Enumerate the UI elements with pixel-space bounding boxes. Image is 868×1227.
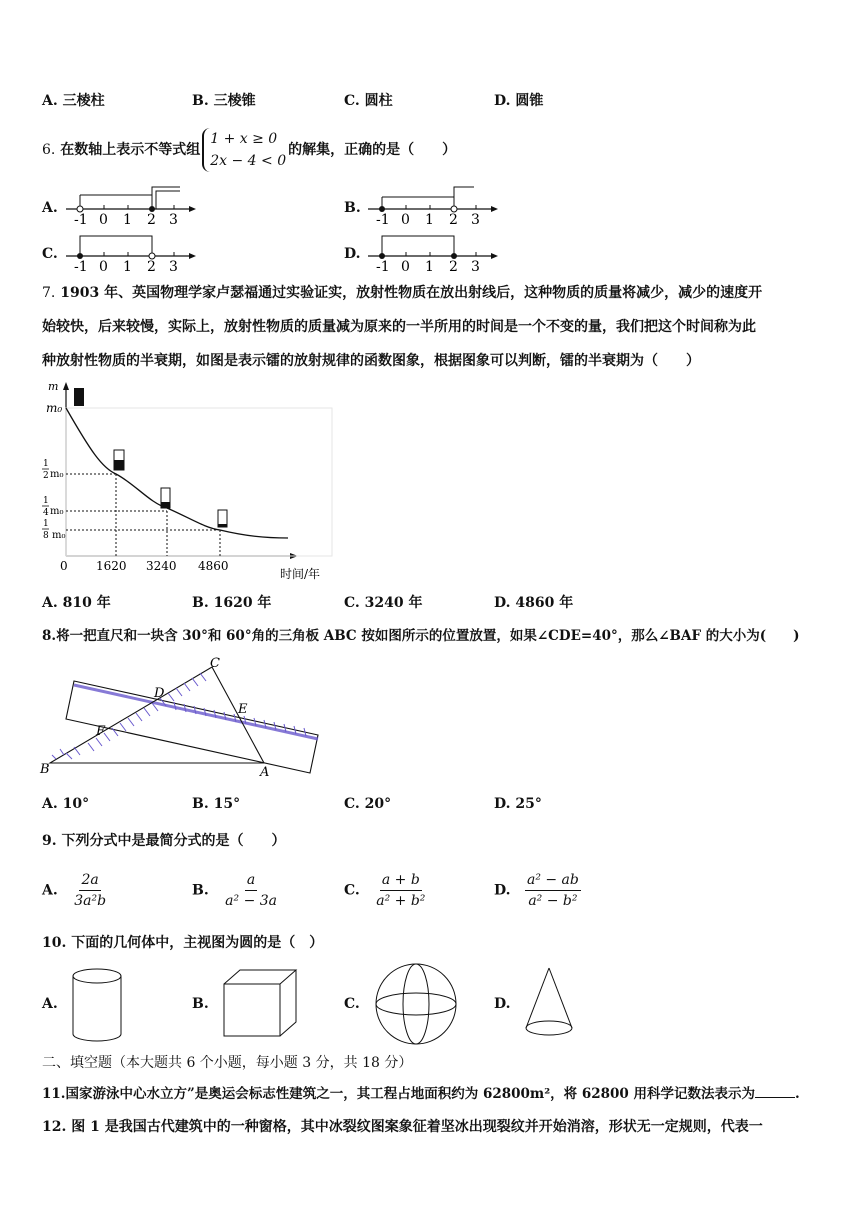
svg-text:1: 1 (123, 212, 132, 225)
q7-option-d: D. 4860 年 (494, 595, 574, 611)
q6-numberline-a (62, 183, 202, 225)
svg-text:8: 8 (43, 531, 49, 541)
svg-text:时间/年: 时间/年 (280, 567, 321, 581)
q7-option-c: C. 3240 年 (344, 595, 423, 611)
sample-eighth-icon (218, 510, 227, 527)
q8-option-b: B. 15° (192, 796, 241, 812)
q10-option-d-key: D. (494, 996, 511, 1012)
q6-numberline-d (364, 230, 504, 272)
q11-answer-blank (755, 1097, 795, 1098)
q5-option-c: C. 圆柱 (344, 93, 393, 109)
svg-text:3240: 3240 (146, 559, 177, 573)
cylinder-icon (68, 966, 128, 1046)
svg-text:m₀: m₀ (50, 506, 64, 517)
decay-curve (66, 408, 288, 538)
q6-inequality-system: 1 + x ≥ 0 2x − 4 < 0 (202, 128, 286, 172)
sphere-icon (372, 962, 462, 1046)
svg-text:2: 2 (147, 259, 156, 272)
svg-text:1: 1 (43, 519, 49, 529)
svg-text:4860: 4860 (198, 559, 229, 573)
svg-text:1: 1 (43, 496, 49, 506)
q9-stem: 9. 下列分式中是最简分式的是（ ） (42, 833, 286, 849)
svg-text:m₀: m₀ (46, 401, 63, 415)
q5-option-a: A. 三棱柱 (42, 93, 105, 109)
q12-stem: 12. 图 1 是我国古代建筑中的一种窗格，其中冰裂纹图案象征着坚冰出现裂纹并开始消溶，形状无一定规则，代表一 (42, 1119, 763, 1135)
q9-option-a: A. $\frac{2a}{\text{3a²b}}$ (42, 872, 107, 909)
q9-option-b: B. $\frac{a}{\text{a² − 3a}}$ (192, 872, 278, 909)
q7-option-b: B. 1620 年 (192, 595, 272, 611)
svg-text:-1: -1 (376, 259, 390, 272)
svg-text:-1: -1 (376, 212, 390, 225)
svg-text:0: 0 (401, 259, 410, 272)
q11-stem: 11.国家游泳中心水立方”是奥运会标志性建筑之一，其工程占地面积约为 62800m²，将 62800 用科学记数法表示为 . (42, 1086, 800, 1102)
q5-options (42, 90, 842, 114)
q5-option-d: D. 圆锥 (494, 93, 544, 109)
q8-stem: 8.将一把直尺和一块含 30°和 60°角的三角板 ABC 按如图所示的位置放置，如果∠CDE=40°，那么∠BAF 的大小为( ) (42, 628, 800, 644)
q9-option-d: D. $\frac{\text{a² − ab}}{\text{a² − b²}}$ (494, 872, 579, 909)
q10-stem: 10. 下面的几何体中，主视图为圆的是（ ） (42, 935, 324, 951)
section-2-heading: 二、填空题（本大题共 6 个小题，每小题 3 分，共 18 分） (42, 1055, 413, 1071)
svg-text:1: 1 (425, 259, 434, 272)
sample-quarter-icon (161, 488, 170, 508)
svg-text:3: 3 (169, 212, 178, 225)
svg-text:1620: 1620 (96, 559, 127, 573)
sample-half-icon (114, 450, 124, 470)
q10-option-a-key: A. (42, 996, 58, 1012)
q8-option-a: A. 10° (42, 796, 90, 812)
cube-icon (220, 966, 302, 1040)
point-a: A (260, 765, 270, 780)
q10-option-b-key: B. (192, 996, 209, 1012)
svg-text:2: 2 (449, 259, 458, 272)
point-d: D (154, 686, 165, 701)
svg-text:m₀: m₀ (50, 469, 64, 480)
svg-text:4: 4 (43, 508, 49, 518)
q6-numberline-b (364, 183, 504, 225)
svg-text:0: 0 (60, 559, 68, 573)
svg-text:m₀: m₀ (52, 530, 66, 541)
q7-decay-graph (40, 378, 340, 583)
q6-numberline-c (62, 230, 202, 272)
point-b: B (40, 762, 50, 777)
svg-text:-1: -1 (74, 259, 88, 272)
svg-text:3: 3 (471, 212, 480, 225)
q9-option-c: C. $\frac{a + b}{\text{a² + b²}}$ (344, 872, 426, 909)
svg-text:m: m (48, 380, 59, 393)
hatch-marks (52, 673, 306, 759)
point-f: F (96, 724, 106, 739)
cone-icon (520, 964, 580, 1044)
q7-option-a: A. 810 年 (42, 595, 111, 611)
svg-text:-1: -1 (74, 212, 88, 225)
triangle-abc (50, 667, 264, 763)
q8-options (42, 796, 842, 820)
point-e: E (238, 702, 248, 717)
q8-ruler-triangle-figure (36, 655, 326, 780)
svg-text:1: 1 (43, 459, 49, 469)
svg-text:0: 0 (99, 259, 108, 272)
sample-full-icon (74, 388, 84, 406)
svg-text:2: 2 (449, 212, 458, 225)
svg-text:1: 1 (425, 212, 434, 225)
point-c: C (210, 656, 220, 671)
svg-text:0: 0 (401, 212, 410, 225)
q8-option-d: D. 25° (494, 796, 542, 812)
q10-option-c-key: C. (344, 996, 360, 1012)
svg-text:0: 0 (99, 212, 108, 225)
svg-text:3: 3 (169, 259, 178, 272)
svg-text:3: 3 (471, 259, 480, 272)
q8-option-c: C. 20° (344, 796, 392, 812)
q7-stem: 7. 1903 年、英国物理学家卢瑟福通过实验证实，放射性物质在放出射线后，这种物质的质量将减少，减少的速度开 始较快，后来较慢，实际上，放射性物质的质量减为原来的一半所用的时间是一个不变的量，我们把这个时间称为此 种放射性物质的半衰期，如图是表示镭的放射规律的函数图象，根据图象可以判断，镭的半衰期为（ ） (42, 285, 763, 369)
q6-stem: 6. 在数轴上表示不等式组1 + x ≥ 0 2x − 4 < 0的解集，正确的是（ ） (42, 128, 456, 172)
svg-text:2: 2 (43, 471, 49, 481)
q7-options (42, 592, 842, 616)
svg-text:2: 2 (147, 212, 156, 225)
q5-option-b: B. 三棱锥 (192, 93, 256, 109)
svg-text:1: 1 (123, 259, 132, 272)
